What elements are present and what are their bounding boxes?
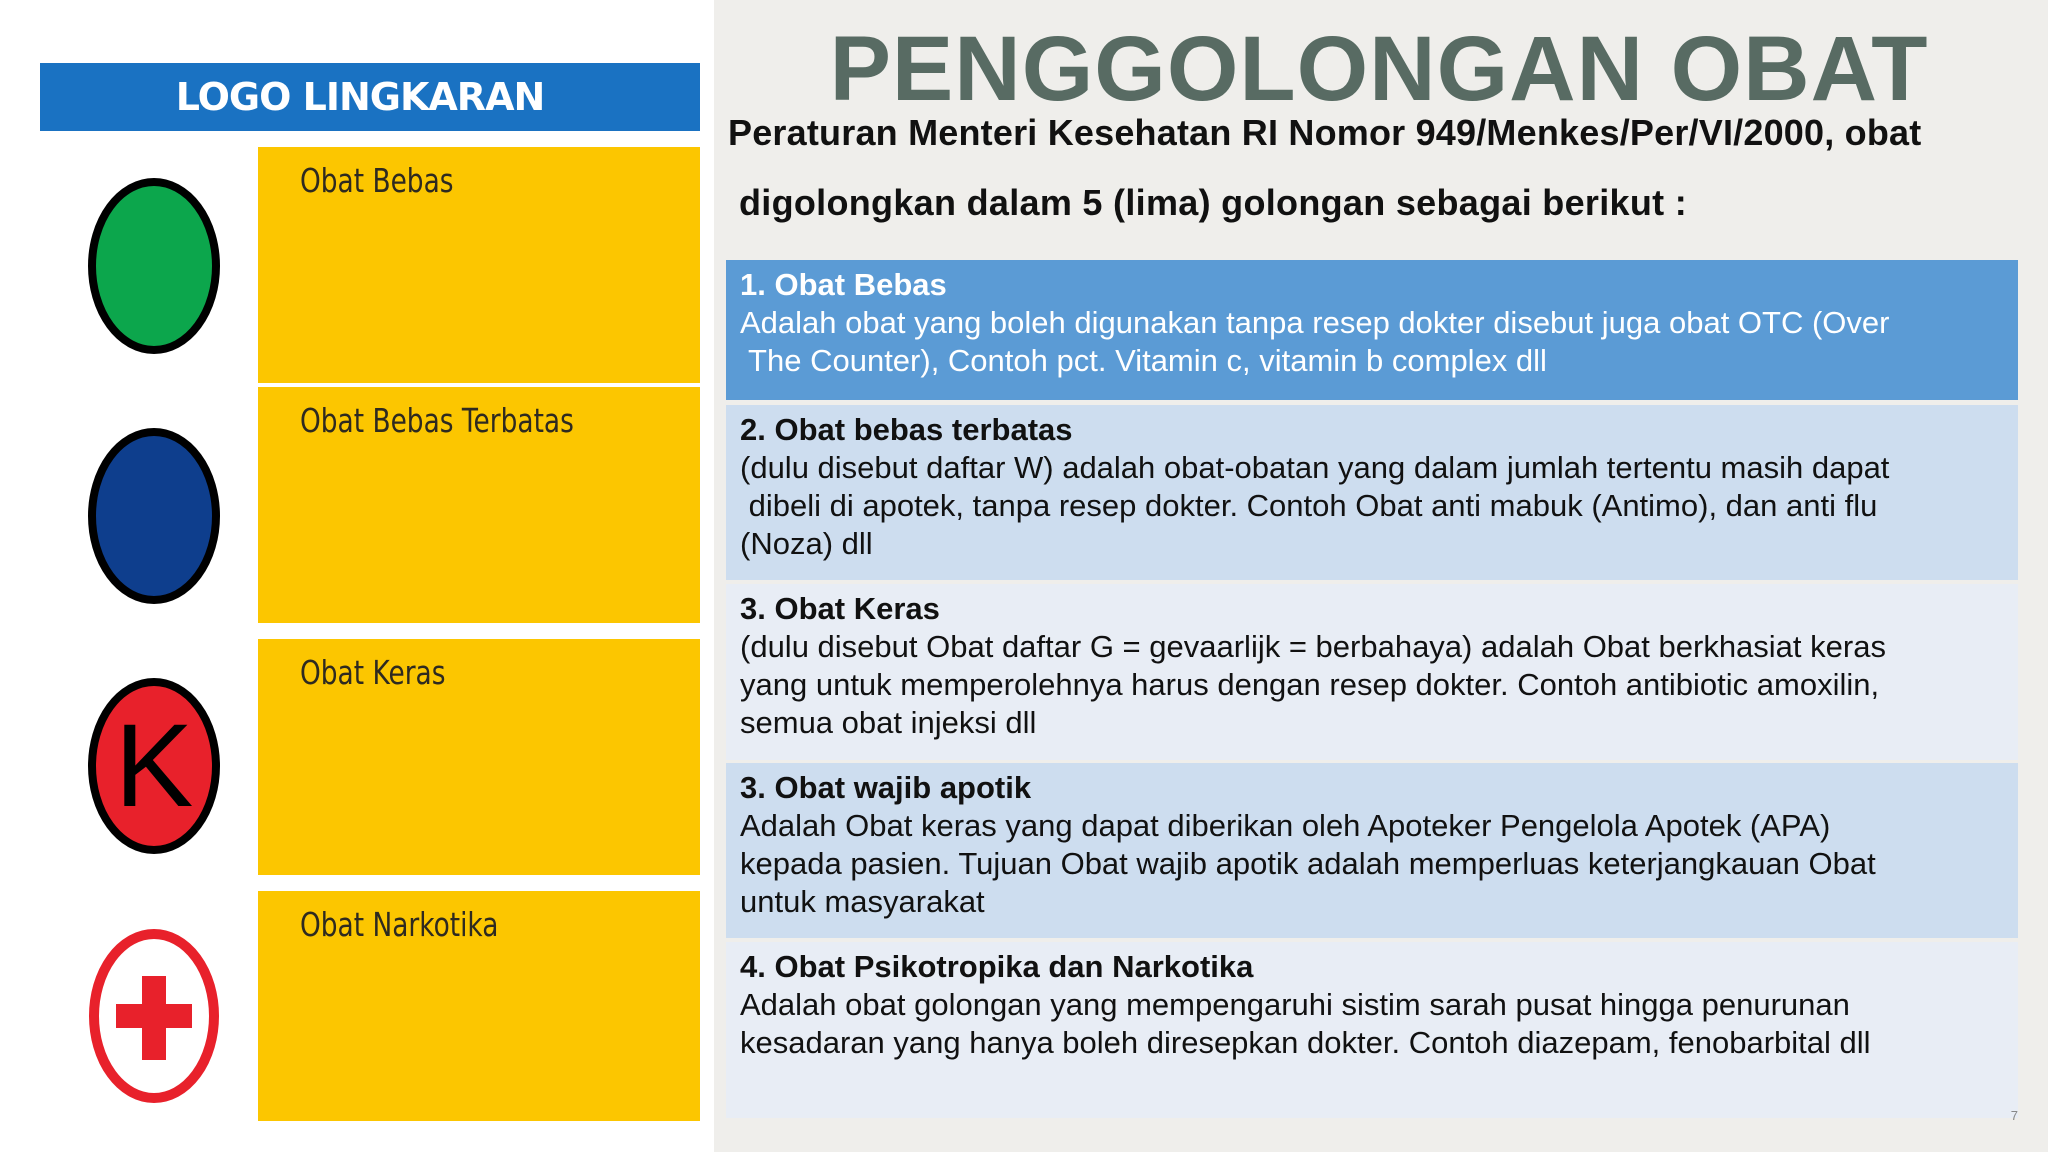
category-description: (dulu disebut daftar W) adalah obat-obatan yang dalam jumlah tertentu masih dapat dibeli di apotek, tanpa resep dokter. Contoh Obat anti mabuk (Antimo), dan anti flu (Noza) dll (740, 450, 1890, 561)
category-box-obat-bebas-terbatas (726, 405, 2018, 580)
category-description: (dulu disebut Obat daftar G = gevaarlijk = berbahaya) adalah Obat berkhasiat keras yang untuk memperolehnya harus dengan resep dokter. Contoh antibiotic amoxilin, semua obat injeksi dll (740, 629, 1886, 740)
logo-row-obat-narkotika (258, 891, 700, 1121)
blue-circle-icon (84, 424, 224, 608)
content-panel (714, 0, 2048, 1152)
category-box-obat-keras (726, 584, 2018, 760)
logo-row-label: Obat Keras (300, 653, 446, 692)
category-title: 1. Obat Bebas (740, 267, 947, 302)
logo-panel (0, 0, 714, 1152)
category-title: 3. Obat wajib apotik (740, 770, 1032, 805)
category-title: 3. Obat Keras (740, 591, 940, 626)
intro-text-line-1: Peraturan Menteri Kesehatan RI Nomor 949/Menkes/Per/VI/2000, obat (728, 112, 1922, 153)
category-box-obat-bebas (726, 260, 2018, 400)
page-number: 7 (2010, 1108, 2018, 1123)
category-description: Adalah obat golongan yang mempengaruhi sistim sarah pusat hingga penurunan kesadaran yang hanya boleh diresepkan dokter. Contoh diazepam, fenobarbital dll (740, 987, 1871, 1060)
logo-row-obat-bebas-terbatas (258, 387, 700, 623)
logo-row-label: Obat Bebas (300, 161, 454, 200)
logo-row-label: Obat Bebas Terbatas (300, 401, 574, 440)
logo-row-label: Obat Narkotika (300, 905, 499, 944)
category-title: 2. Obat bebas terbatas (740, 412, 1073, 447)
category-box-obat-wajib-apotik (726, 763, 2018, 938)
category-title: 4. Obat Psikotropika dan Narkotika (740, 949, 1254, 984)
category-description: Adalah Obat keras yang dapat diberikan oleh Apoteker Pengelola Apotek (APA) kepada pasien. Tujuan Obat wajib apotik adalah memperluas keterjangkauan Obat untuk masyarakat (740, 808, 1876, 919)
logo-header-title: LOGO LINGKARAN (175, 75, 545, 119)
green-circle-icon (84, 174, 224, 358)
page-title: PENGGOLONGAN OBAT (829, 18, 1929, 120)
intro-text-line-2: digolongkan dalam 5 (lima) golongan sebagai berikut : (739, 182, 1688, 223)
category-description: Adalah obat yang boleh digunakan tanpa resep dokter disebut juga obat OTC (Over The Counter), Contoh pct. Vitamin c, vitamin b complex dll (740, 305, 1890, 378)
logo-row-obat-keras (258, 639, 700, 875)
red-cross-circle-icon (84, 924, 224, 1108)
category-box-obat-psikotropika-narkotika (726, 942, 2018, 1118)
logo-row-obat-bebas (258, 147, 700, 383)
logo-header (40, 63, 700, 131)
red-k-circle-icon (84, 674, 224, 858)
k-glyph: K (114, 700, 194, 832)
